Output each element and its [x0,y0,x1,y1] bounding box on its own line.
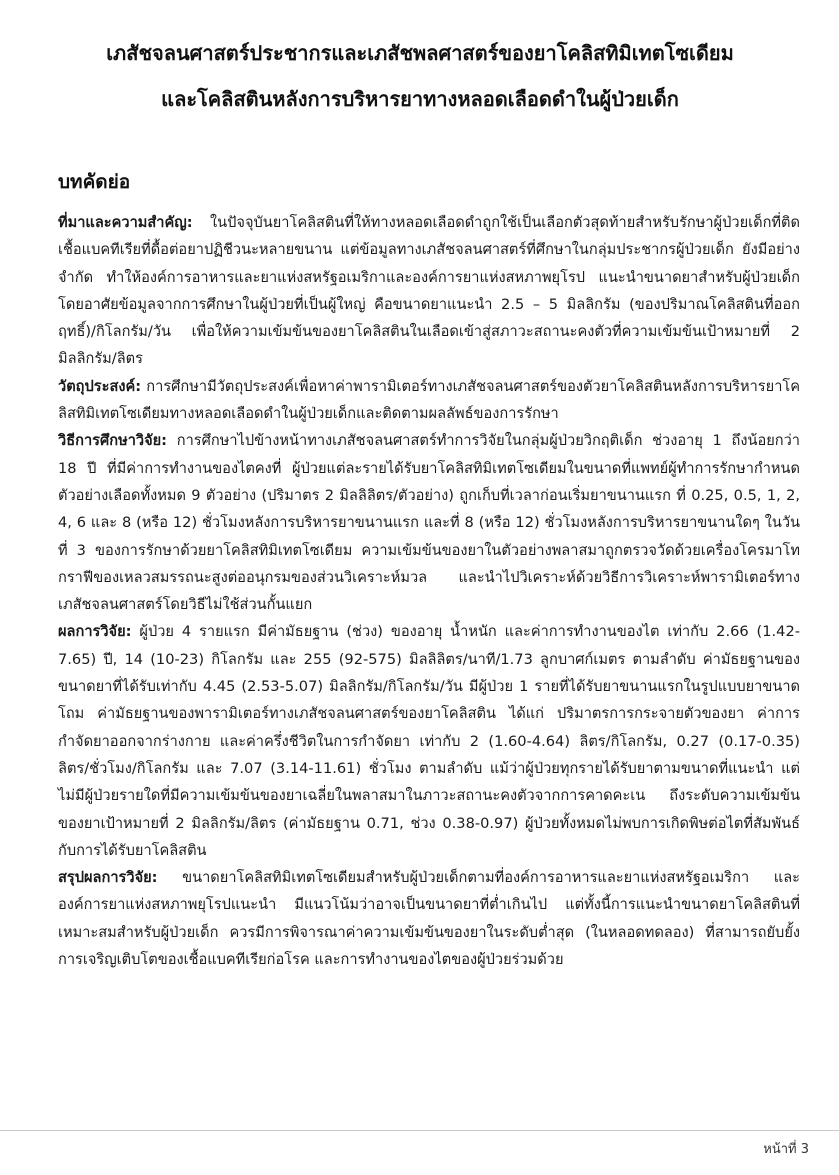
background-text: ในปัจจุบันยาโคลิสตินที่ให้ทางหลอดเลือดดำถูกใช้เป็นเลือกตัวสุดท้ายสำหรับรักษาผู้ป่วยเด็กที่ติดเชื้อแบคทีเรียที่ดื้อต่อยาปฏิชีวนะหลายขนาน แต่ข้อมูลทางเภสัชจลนศาสตร์ที่ศึกษาในกลุ่มประชากรผู้ป่วยเด็ก ยังมีอย่างจำกัด ทำให้องค์การอาหารและยาแห่งสหรัฐอเมริกาและองค์การยาแห่งสหภาพยุโรป แนะนำขนาดยาสำหรับผู้ป่วยเด็กโดยอาศัยข้อมูลจากการศึกษาในผู้ป่วยที่เป็นผู้ใหญ่ คือขนาดยาแนะนำ 2.5 – 5 มิลลิกรัม (ของปริมาณโคลิสตินที่ออกฤทธิ์)/กิโลกรัม/วัน เพื่อให้ความเข้มข้นของยาโคลิสตินในเลือดเข้าสู่สภาวะสถานะคงตัวที่ความเข้มข้นเป้าหมายที่ 2 มิลลิกรัม/ลิตร [58,214,800,368]
methods-label: วิธีการศึกษาวิจัย: [58,432,168,450]
results-text: ผู้ป่วย 4 รายแรก มีค่ามัธยฐาน (ช่วง) ของอายุ น้ำหนัก และค่าการทำงานของไต เท่ากับ 2.66 (1.42-7.65) ปี, 14 (10-23) กิโลกรัม และ 255 (92-575) มิลลิลิตร/นาที/1.73 ลูกบาศก์เมตร ตามลำดับ ค่ามัธยฐานของขนาดยาที่ได้รับเท่ากับ 4.45 (2.53-5.07) มิลลิกรัม/กิโลกรัม/วัน มีผู้ป่วย 1 รายที่ได้รับยาขนานแรกในรูปแบบยาขนาดโถม ค่ามัธยฐานของพารามิเตอร์ทางเภสัชจลนศาสตร์ของยาโคลิสติน ได้แก่ ปริมาตรการกระจายตัวของยา ค่าการกำจัดยาออกจากร่างกาย และค่าครึ่งชีวิตในการกำจัดยา เท่ากับ 2 (1.60-4.64) ลิตร/กิโลกรัม, 0.27 (0.17-0.35) ลิตร/ชั่วโมง/กิโลกรัม และ 7.07 (3.14-11.61) ชั่วโมง ตามลำดับ แม้ว่าผู้ป่วยทุกรายได้รับยาตามขนาดที่แนะนำ แต่ไม่มีผู้ป่วยรายใดที่มีความเข้มข้นของยาเฉลี่ยในพลาสมาในภาวะสถานะคงตัวจากการคาดคะเน ถึงระดับความเข้มข้นของยาเป้าหมายที่ 2 มิลลิกรัม/ลิตร (ค่ามัธยฐาน 0.71, ช่วง 0.38-0.97) ผู้ป่วยทั้งหมดไม่พบการเกิดพิษต่อไตที่สัมพันธ์กับการได้รับยาโคลิสติน [58,623,800,859]
conclusion-text: ขนาดยาโคลิสทิมิเทตโซเดียมสำหรับผู้ป่วยเด็กตามที่องค์การอาหารและยาแห่งสหรัฐอเมริกา และองค์การยาแห่งสหภาพยุโรปแนะนำ มีแนวโน้มว่าอาจเป็นขนาดยาที่ต่ำเกินไป แต่ทั้งนี้การแนะนำขนาดยาโคลิสตินที่เหมาะสมสำหรับผู้ป่วยเด็ก ควรมีการพิจารณาค่าความเข้มข้นของยาในระดับต่ำสุด (ในหลอดทดลอง) ที่สามารถยับยั้งการเจริญเติบโตของเชื้อแบคทีเรียก่อโรค และการทำงานของไตของผู้ป่วยร่วมด้วย [58,869,800,969]
conclusion-label: สรุปผลการวิจัย: [58,869,158,887]
results-paragraph [58,618,800,864]
background-paragraph [58,209,800,373]
objective-label: วัตถุประสงค์: [58,377,142,395]
methods-text: การศึกษาไปข้างหน้าทางเภสัชจลนศาสตร์ทำการวิจัยในกลุ่มผู้ป่วยวิกฤติเด็ก ช่วงอายุ 1 ถึงน้อยกว่า 18 ปี ที่มีค่าการทำงานของไตคงที่ ผู้ป่วยแต่ละรายได้รับยาโคลิสทิมิเทตโซเดียมในขนาดที่แพทย์ผู้ทำการรักษากำหนด ตัวอย่างเลือดทั้งหมด 9 ตัวอย่าง (ปริมาตร 2 มิลลิลิตร/ตัวอย่าง) ถูกเก็บที่เวลาก่อนเริ่มยาขนานแรก ที่ 0.25, 0.5, 1, 2, 4, 6 และ 8 (หรือ 12) ชั่วโมงหลังการบริหารยาขนานแรก และที่ 8 (หรือ 12) ชั่วโมงหลังการบริหารยาขนานใดๆ ในวันที่ 3 ของการรักษาด้วยยาโคลิสทิมิเทตโซเดียม ความเข้มข้นของยาในตัวอย่างพลาสมาถูกตรวจวัดด้วยเครื่องโครมาโทกราฟีของเหลวสมรรถนะสูงต่ออนุกรมของส่วนวิเคราะห์มวล และนำไปวิเคราะห์ด้วยวิธีการวิเคราะห์พารามิเตอร์ทางเภสัชจลนศาสตร์โดยวิธีไม่ใช้ส่วนกั้นแยก [58,432,800,614]
document-title-line-1: เภสัชจลนศาสตร์ประชากรและเภสัชพลศาสตร์ของยาโคลิสทิมิเทตโซเดียม [106,41,734,65]
document-title-line-2: และโคลิสตินหลังการบริหารยาทางหลอดเลือดดำในผู้ป่วยเด็ก [161,87,679,111]
objective-text: การศึกษามีวัตถุประสงค์เพื่อหาค่าพารามิเตอร์ทางเภสัชจลนศาสตร์ของตัวยาโคลิสตินหลังการบริหารยาโคลิสทิมิเทตโซเดียมทางหลอดเลือดดำในผู้ป่วยเด็กและติดตามผลลัพธ์ของการรักษา [58,377,800,423]
background-label: ที่มาและความสำคัญ: [58,214,193,231]
conclusion-paragraph [58,864,800,973]
abstract-heading: บทคัดย่อ [58,171,131,193]
methods-paragraph [58,427,800,618]
objective-paragraph [58,373,800,428]
results-label: ผลการวิจัย: [58,623,132,641]
abstract-body [58,209,800,973]
page-number: หน้าที่ 3 [763,1142,809,1157]
footer-divider [0,1130,839,1131]
